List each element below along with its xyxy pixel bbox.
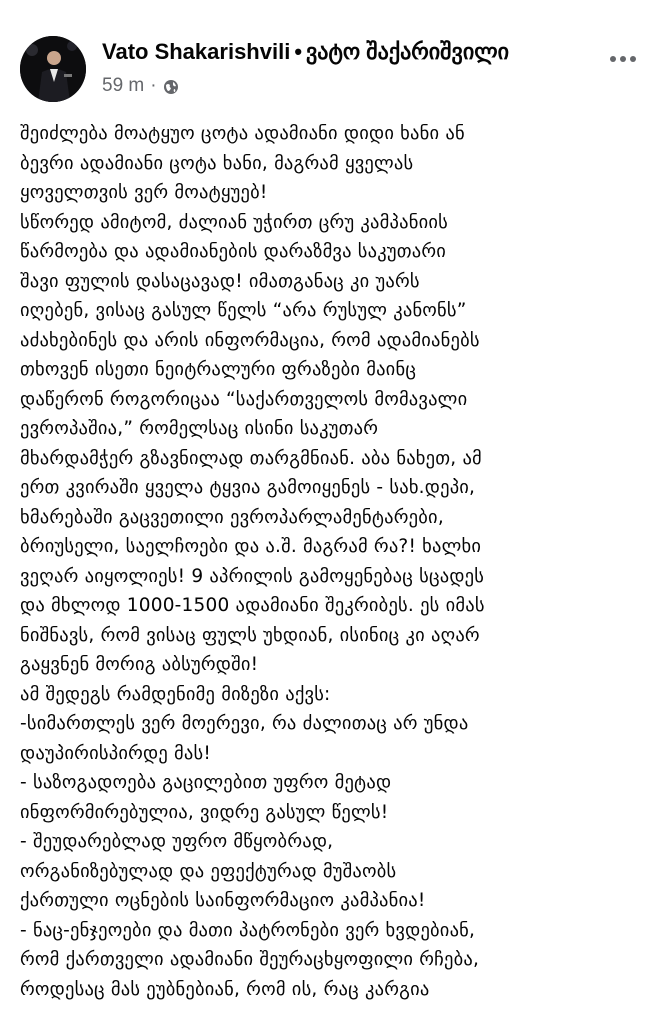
more-dot <box>620 56 626 62</box>
avatar[interactable] <box>20 36 86 102</box>
author-separator: • <box>294 39 303 64</box>
post-text-line: წარმოება და ადამიანების დარაზმვა საკუთარი <box>20 241 447 262</box>
globe-icon[interactable] <box>163 78 179 94</box>
post-text-line: ვეღარ აიყოლიეს! 9 აპრილის გამოყენებაც სცადეს <box>20 565 485 587</box>
post-text-line: ბრიუსელი, საელჩოები და ა.შ. მაგრამ რა?! ხალხი <box>20 536 482 557</box>
post-text-line: დაწერონ როგორიცაა “საქართველოს მომავალი <box>20 388 468 410</box>
avatar-image <box>20 36 86 102</box>
post-meta <box>102 74 179 98</box>
post-text-line: ქართული ოცნების საინფორმაციო კამპანია! <box>20 890 426 911</box>
post-text-line: როდესაც მას ეუბნებიან, რომ ის, რაც კარგია <box>20 978 430 1000</box>
post-text-line: ევროპაშია,” რომელსაც ისინი საკუთარ <box>20 418 379 439</box>
post-text-line: ბევრი ადამიანი ცოტა ხანი, მაგრამ ყველას <box>20 152 414 174</box>
post-header <box>18 34 640 106</box>
more-dot <box>610 56 616 62</box>
more-dot <box>630 56 636 62</box>
post-text-line: - შეუდარებლად უფრო მწყობრად, <box>20 831 334 852</box>
post-text-line: შავი ფულის დასაცავად! იმათგანაც კი უარს <box>20 270 420 292</box>
post-text-line: - საზოგადოება გაცილებით უფრო მეტად <box>20 772 392 793</box>
post-text-line: რომ ქართველი ადამიანი შეურაცხყოფილი რჩება, <box>20 949 480 970</box>
more-options-icon[interactable] <box>608 44 638 74</box>
post-text-line: ყოველთვის ვერ მოატყუებ! <box>20 182 268 203</box>
post-text-line: სწორედ ამიტომ, ძალიან უჭირთ ცრუ კამპანიის <box>20 211 448 233</box>
post-text-line: გაყვნენ მორიგ აბსურდში! <box>20 654 259 675</box>
post-text-line: თხოვენ ისეთი ნეიტრალური ფრაზები მაინც <box>20 359 417 380</box>
post-text-line: ხმარებაში გაცვეთილი ევროპარლამენტარები, <box>20 506 444 528</box>
post-text-line: იღებენ, ვისაც გასულ წელს “არა რუსულ კანონს” <box>20 300 467 321</box>
meta-separator: · <box>150 75 157 96</box>
post-text-line: ინფორმირებულია, ვიდრე გასულ წელს! <box>20 801 389 823</box>
post-text-line: და მხლოდ 1000-1500 ადამიანი შეკრიბეს. ეს იმას <box>20 595 485 616</box>
author-name-latin[interactable]: Vato Shakarishvili <box>102 39 291 64</box>
post-body <box>20 119 642 1004</box>
post-text-line: აძახებინეს და არის ინფორმაცია, რომ ადამიანებს <box>20 329 480 351</box>
post-text-line: ერთ კვირაში ყველა ტყვია გამოიყენეს - სახ.დეპი, <box>20 477 476 498</box>
post-text-line: -სიმართლეს ვერ მოერევი, რა ძალითაც არ უნდა <box>20 713 469 734</box>
author-name-georgian[interactable]: ვატო შაქარიშვილი <box>306 39 510 64</box>
post-text-line: ნიშნავს, რომ ვისაც ფულს უხდიან, ისინიც კი აღარ <box>20 624 480 646</box>
post-text-line: - ნაც-ენჯეოები და მათი პატრონები ვერ ხვდებიან, <box>20 919 476 941</box>
post-text-line: ამ შედეგს რამდენიმე მიზეზი აქვს: <box>20 683 331 705</box>
author-name[interactable] <box>102 38 509 66</box>
post-text-line: შეიძლება მოატყუო ცოტა ადამიანი დიდი ხანი ან <box>20 123 465 144</box>
post-timestamp[interactable]: 59 m <box>102 75 145 96</box>
post-text-line: ორგანიზებულად და ეფექტურად მუშაობს <box>20 860 397 882</box>
post-text-line: დაუპირისპირდე მას! <box>20 742 211 764</box>
post-text-line: მხარდამჭერ გზავნილად თარგმნიან. აბა ნახეთ, ამ <box>20 447 482 469</box>
